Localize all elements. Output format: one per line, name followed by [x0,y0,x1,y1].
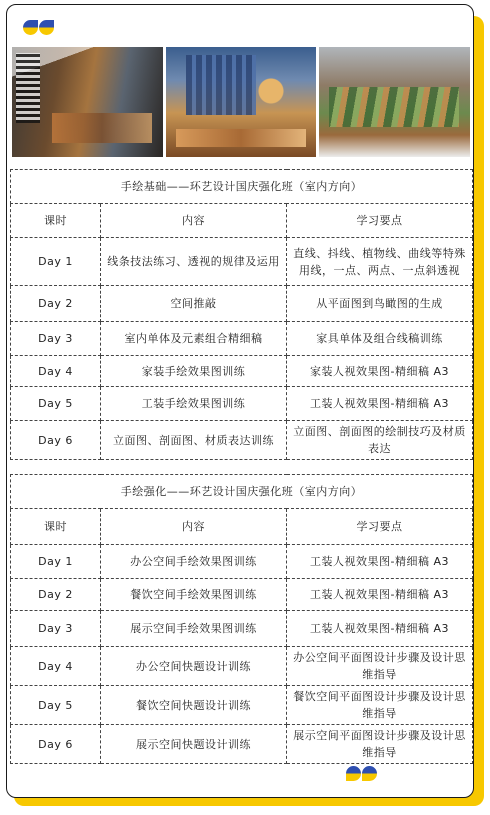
table-row [11,238,473,286]
cell-day: Day 2 [11,286,101,322]
cell-key-points: 立面图、剖面图的绘制技巧及材质表达 [287,421,473,460]
table-row [11,322,473,356]
header-lesson: 课时 [11,204,101,238]
header-lesson: 课时 [11,509,101,545]
hero-banner [12,47,470,157]
cell-day: Day 2 [11,579,101,611]
quote-mark-right [39,20,54,35]
table-row [11,356,473,387]
cell-key-points: 办公空间平面图设计步骤及设计思维指导 [287,647,473,686]
header-key-points: 学习要点 [287,509,473,545]
schedule-table-advanced [10,474,473,764]
cell-content: 空间推敲 [101,286,287,322]
cell-key-points: 工装人视效果图-精细稿 A3 [287,611,473,647]
table-row [11,611,473,647]
cell-day: Day 4 [11,356,101,387]
table-row [11,387,473,421]
table-row [11,545,473,579]
cell-key-points: 展示空间平面图设计步骤及设计思维指导 [287,725,473,764]
cell-day: Day 6 [11,421,101,460]
cell-key-points: 工装人视效果图-精细稿 A3 [287,579,473,611]
schedule-table-basic [10,169,473,460]
cell-content: 餐饮空间快题设计训练 [101,686,287,725]
table-row [11,686,473,725]
header-key-points: 学习要点 [287,204,473,238]
interior-sketch-image-3 [319,47,470,157]
table-row [11,421,473,460]
cell-content: 室内单体及元素组合精细稿 [101,322,287,356]
cell-day: Day 1 [11,545,101,579]
interior-sketch-image-1 [12,47,163,157]
quote-mark-left [346,766,361,781]
table-row [11,286,473,322]
cell-key-points: 家装人视效果图-精细稿 A3 [287,356,473,387]
cell-content: 餐饮空间手绘效果图训练 [101,579,287,611]
interior-sketch-image-2 [166,47,317,157]
quote-open-icon [23,20,54,35]
table-row [11,579,473,611]
cell-key-points: 餐饮空间平面图设计步骤及设计思维指导 [287,686,473,725]
cell-content: 办公空间快题设计训练 [101,647,287,686]
cell-content: 立面图、剖面图、材质表达训练 [101,421,287,460]
cell-day: Day 1 [11,238,101,286]
table-title-row [11,475,473,509]
cell-content: 展示空间手绘效果图训练 [101,611,287,647]
table-header-row [11,204,473,238]
table-title-row [11,170,473,204]
table-title: 手绘基础——环艺设计国庆强化班（室内方向） [11,170,473,204]
cell-content: 办公空间手绘效果图训练 [101,545,287,579]
cell-content: 线条技法练习、透视的规律及运用 [101,238,287,286]
table-title: 手绘强化——环艺设计国庆强化班（室内方向） [11,475,473,509]
cell-day: Day 3 [11,322,101,356]
cell-day: Day 5 [11,686,101,725]
cell-day: Day 5 [11,387,101,421]
cell-content: 展示空间快题设计训练 [101,725,287,764]
cell-day: Day 3 [11,611,101,647]
cell-day: Day 6 [11,725,101,764]
quote-mark-right [362,766,377,781]
table-row [11,725,473,764]
header-content: 内容 [101,204,287,238]
cell-content: 家装手绘效果图训练 [101,356,287,387]
cell-key-points: 工装人视效果图-精细稿 A3 [287,545,473,579]
cell-key-points: 从平面图到鸟瞰图的生成 [287,286,473,322]
quote-close-icon [346,766,377,781]
cell-key-points: 家具单体及组合线稿训练 [287,322,473,356]
table-header-row [11,509,473,545]
cell-key-points: 工装人视效果图-精细稿 A3 [287,387,473,421]
quote-mark-left [23,20,38,35]
header-content: 内容 [101,509,287,545]
cell-content: 工装手绘效果图训练 [101,387,287,421]
cell-day: Day 4 [11,647,101,686]
table-row [11,647,473,686]
cell-key-points: 直线、抖线、植物线、曲线等特殊用线，一点、两点、一点斜透视 [287,238,473,286]
